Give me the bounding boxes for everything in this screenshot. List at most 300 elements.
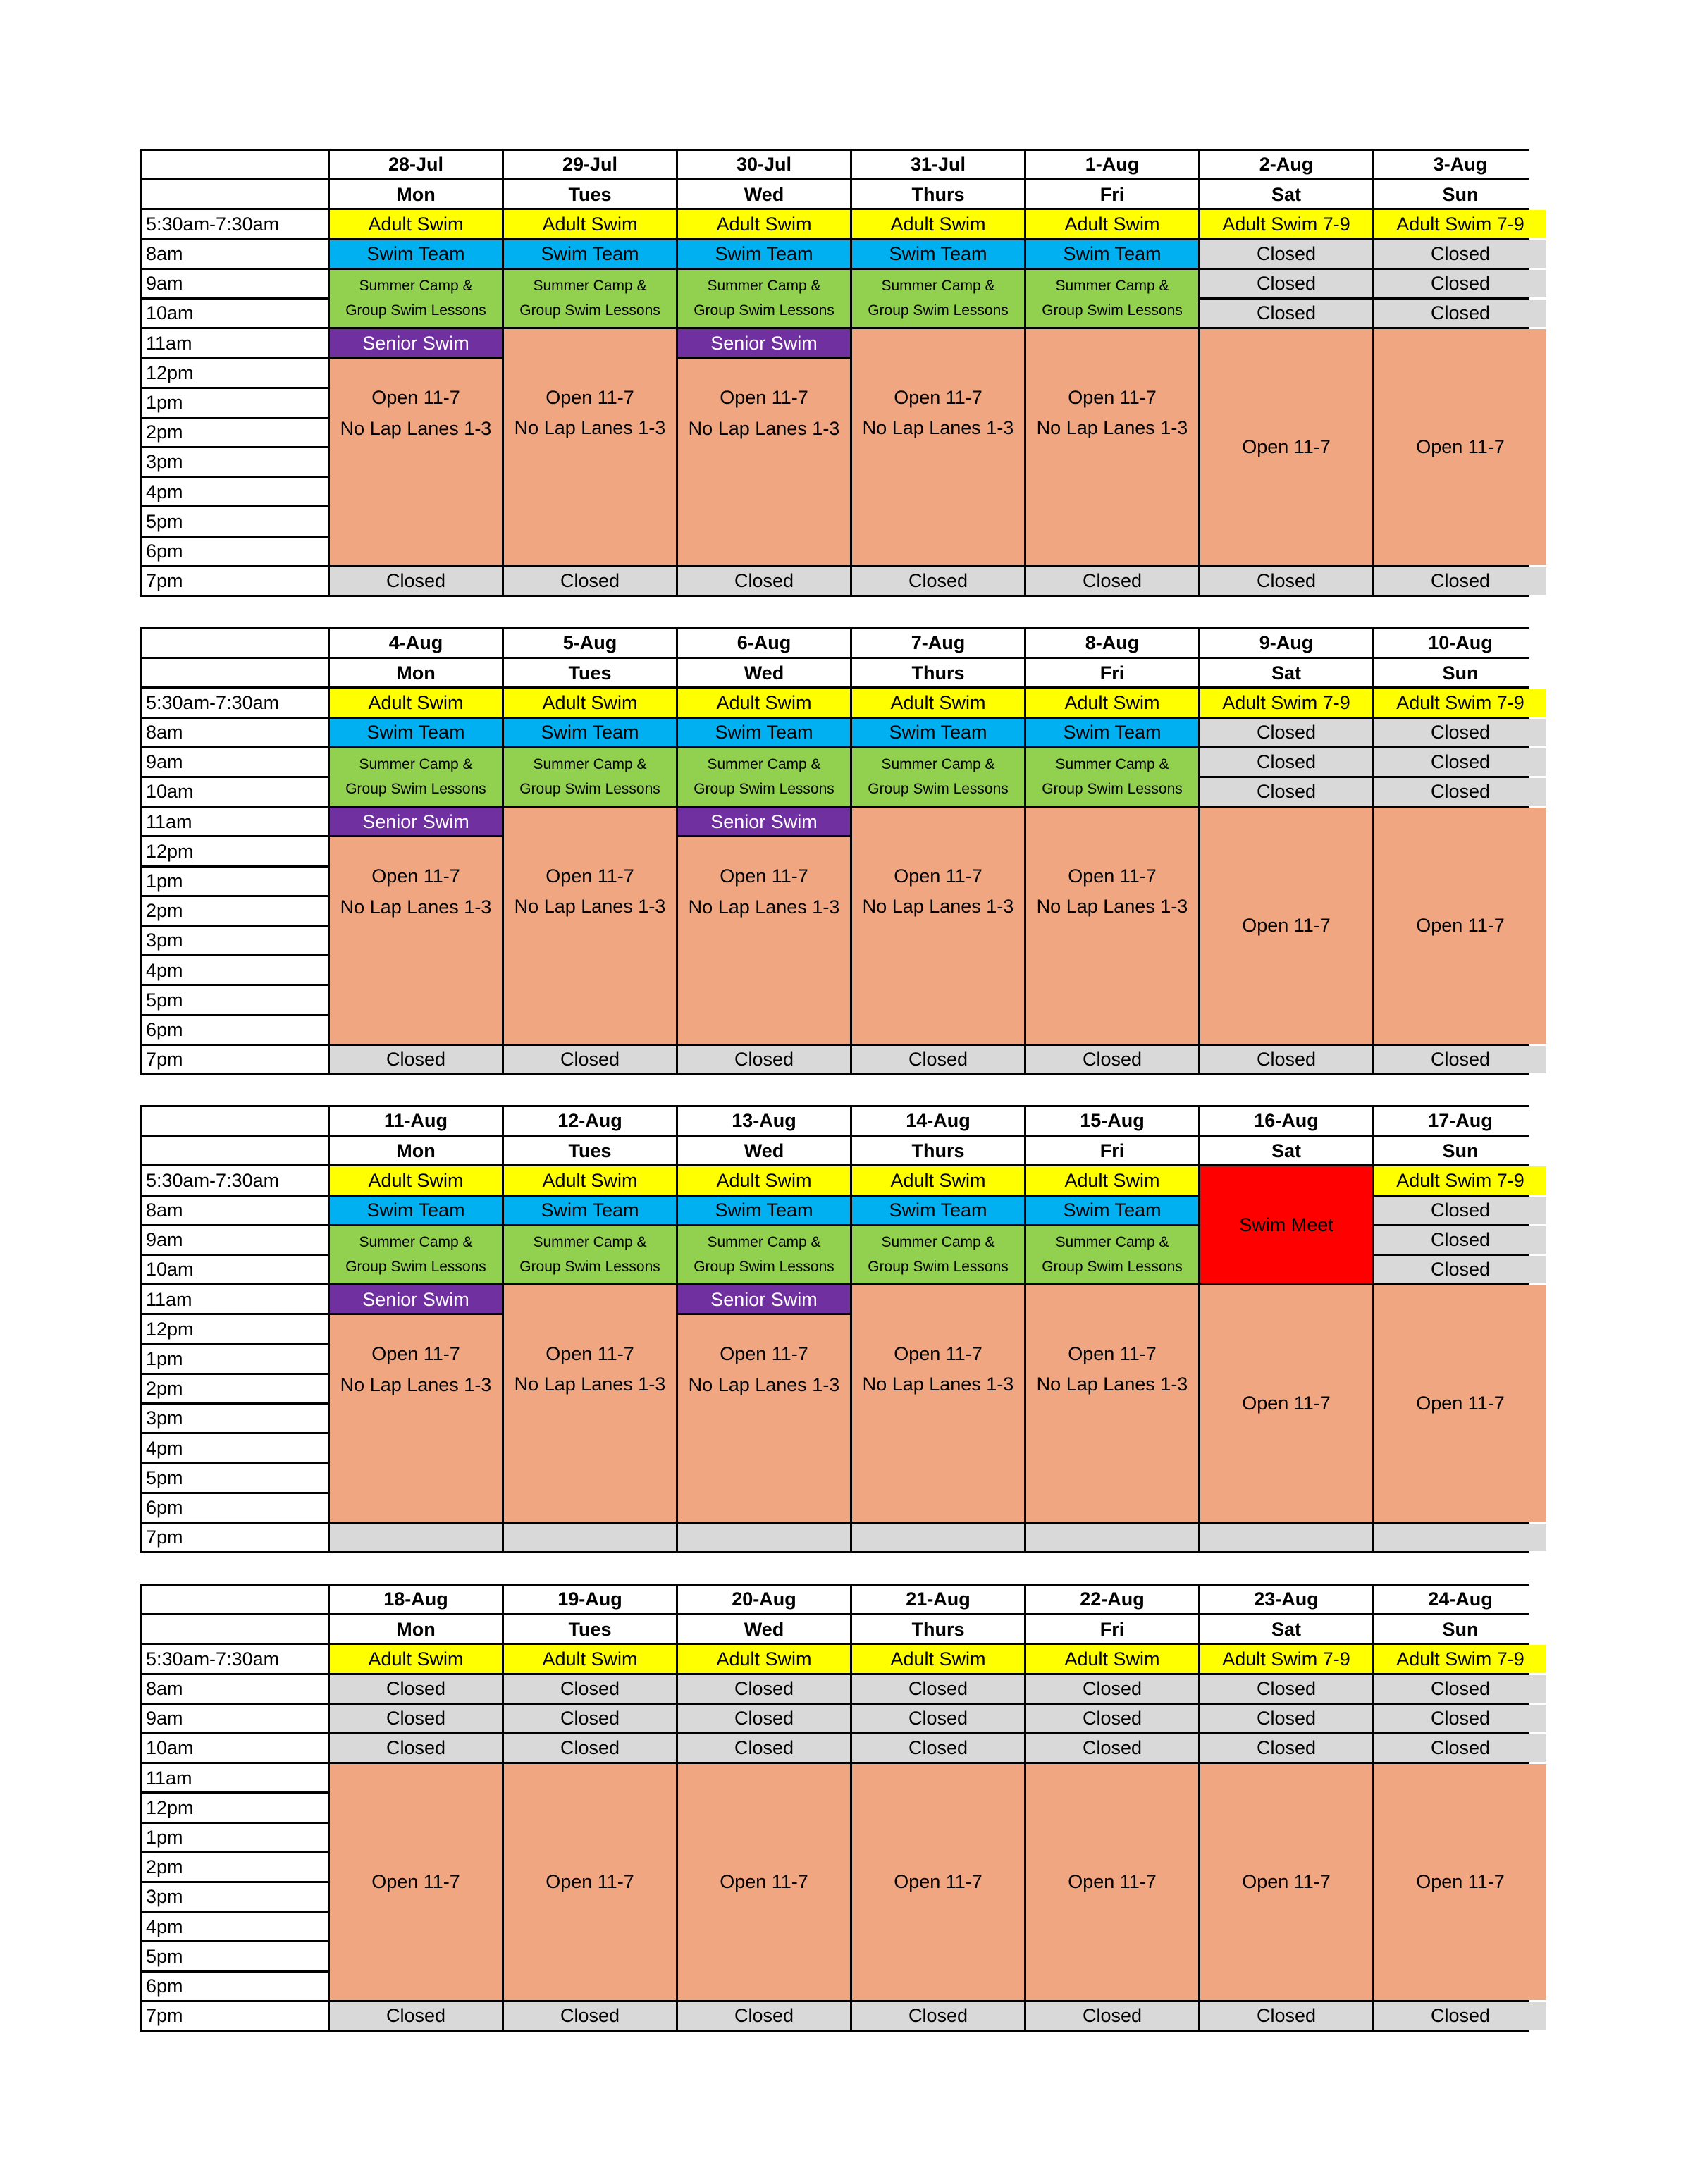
time-label-text: 8am	[146, 722, 183, 743]
date-header	[1026, 1586, 1198, 1613]
adult-swim-cell	[504, 1645, 676, 1672]
date-header-text: 3-Aug	[1433, 154, 1488, 175]
time-label-text: 4pm	[146, 1915, 183, 1937]
adult-swim-cell-text: Adult Swim	[1064, 213, 1160, 235]
time-label-text: 10am	[146, 1259, 194, 1281]
adult-swim-cell	[504, 1166, 676, 1194]
open-block-text: Open 11-7	[894, 865, 982, 887]
senior-swim-cell-text: Senior Swim	[710, 810, 818, 832]
time-label	[142, 1824, 328, 1851]
closed-cell-text: Closed	[1082, 1737, 1142, 1759]
adult-swim-cell-text: Adult Swim	[890, 691, 986, 713]
time-label	[142, 1942, 328, 1970]
closed-cell	[1026, 2002, 1198, 2030]
summer-camp-cell-text: Group Swim Lessons	[868, 781, 1009, 798]
adult-swim-cell	[852, 1166, 1024, 1194]
senior-swim-cell	[678, 1285, 850, 1313]
summer-camp-cell	[678, 1226, 850, 1283]
day-header-text: Mon	[396, 662, 436, 684]
open-block-text: No Lap Lanes 1-3	[688, 896, 840, 918]
senior-swim-cell	[330, 329, 502, 357]
closed-cell-text: Closed	[908, 2005, 968, 2027]
swim-team-cell-text: Swim Team	[715, 243, 813, 264]
swim-team-cell-text: Swim Team	[366, 1199, 465, 1221]
closed-cell	[330, 1046, 502, 1073]
closed-cell	[1374, 1705, 1546, 1732]
date-header-text: 29-Jul	[562, 154, 618, 175]
date-header-text: 14-Aug	[906, 1110, 971, 1132]
day-header	[504, 1615, 676, 1643]
swim-team-cell-text: Swim Team	[541, 243, 639, 264]
open-block	[1374, 808, 1546, 1044]
week-table	[140, 149, 1529, 597]
date-header	[1026, 151, 1198, 178]
open-block	[1374, 329, 1546, 565]
open-block	[504, 808, 676, 1044]
adult-swim-cell	[852, 1645, 1024, 1672]
closed-cell-text: Closed	[908, 1708, 968, 1729]
open-block-text: No Lap Lanes 1-3	[1036, 417, 1188, 439]
closed-cell	[852, 1675, 1024, 1703]
closed-cell	[504, 1675, 676, 1703]
closed-cell-text: Closed	[1256, 781, 1317, 803]
open-block	[330, 1764, 502, 2000]
corner-cell	[142, 1615, 328, 1643]
summer-camp-cell	[1026, 748, 1198, 806]
day-header	[678, 659, 850, 686]
date-header	[852, 1107, 1024, 1135]
closed-cell	[1374, 300, 1546, 327]
closed-cell	[1200, 1734, 1372, 1762]
summer-camp-cell	[852, 1226, 1024, 1283]
open-block-text: No Lap Lanes 1-3	[514, 417, 666, 439]
swim-team-cell	[852, 719, 1024, 746]
swim-team-cell	[330, 1197, 502, 1224]
summer-camp-cell-text: Summer Camp &	[359, 1233, 473, 1250]
closed-cell-text: Closed	[386, 1049, 446, 1071]
closed-cell	[330, 2002, 502, 2030]
time-label	[142, 837, 328, 865]
open-block-text: Open 11-7	[1068, 1870, 1157, 1892]
closed-cell	[852, 1046, 1024, 1073]
date-header	[330, 151, 502, 178]
time-label-text: 10am	[146, 1737, 194, 1759]
adult-swim-cell	[504, 210, 676, 237]
open-block	[1026, 808, 1198, 1044]
day-header	[1374, 180, 1546, 208]
closed-cell	[1200, 1675, 1372, 1703]
time-label-text: 7pm	[146, 1526, 183, 1548]
summer-camp-cell	[678, 748, 850, 806]
adult-swim-cell	[504, 689, 676, 716]
summer-camp-cell-text: Group Swim Lessons	[694, 781, 834, 798]
date-header	[852, 1586, 1024, 1613]
open-block-text: No Lap Lanes 1-3	[514, 1374, 666, 1395]
open-block-text: Open 11-7	[1242, 1870, 1331, 1892]
swim-team-cell	[504, 1197, 676, 1224]
closed-cell-text: Closed	[734, 1678, 794, 1699]
closed-cell	[1374, 1675, 1546, 1703]
date-header	[1374, 1586, 1546, 1613]
time-label-text: 3pm	[146, 451, 183, 473]
day-header	[1200, 180, 1372, 208]
summer-camp-cell-text: Summer Camp &	[533, 277, 647, 294]
week-table	[140, 1584, 1529, 2032]
summer-camp-cell-text: Summer Camp &	[359, 277, 473, 294]
open-block-text: Open 11-7	[546, 1870, 634, 1892]
time-label	[142, 1645, 328, 1672]
day-header	[504, 659, 676, 686]
summer-camp-cell-text: Summer Camp &	[881, 755, 995, 772]
adult-swim-cell-text: Adult Swim	[716, 213, 812, 235]
day-header-text: Fri	[1099, 662, 1125, 684]
time-label-text: 9am	[146, 1708, 183, 1729]
time-label	[142, 567, 328, 595]
closed-cell-text: Closed	[386, 1708, 446, 1729]
adult-swim-cell	[1200, 1645, 1372, 1672]
time-label-text: 4pm	[146, 481, 183, 502]
adult-swim-cell	[1374, 689, 1546, 716]
open-block-text: Open 11-7	[546, 387, 634, 409]
day-header-text: Wed	[744, 662, 784, 684]
open-block	[852, 329, 1024, 565]
date-header-text: 30-Jul	[736, 154, 792, 175]
summer-camp-cell-text: Summer Camp &	[707, 277, 821, 294]
closed-cell-text: Closed	[1082, 1049, 1142, 1071]
time-label	[142, 689, 328, 716]
date-header-text: 15-Aug	[1080, 1110, 1145, 1132]
adult-swim-cell-text: Adult Swim	[542, 213, 638, 235]
time-label	[142, 1226, 328, 1254]
swim-team-cell-text: Swim Team	[366, 243, 465, 264]
time-label	[142, 719, 328, 746]
summer-camp-cell-text: Summer Camp &	[359, 755, 473, 772]
adult-swim-cell	[678, 1645, 850, 1672]
closed-cell	[678, 1675, 850, 1703]
closed-cell-text: Closed	[1256, 273, 1317, 295]
time-label	[142, 1853, 328, 1881]
time-label	[142, 1345, 328, 1373]
time-label	[142, 897, 328, 925]
day-header	[852, 659, 1024, 686]
empty-cell	[1374, 1524, 1546, 1551]
summer-camp-cell-text: Group Swim Lessons	[1042, 781, 1183, 798]
time-label	[142, 329, 328, 357]
summer-camp-cell-text: Group Swim Lessons	[694, 1259, 834, 1276]
closed-cell-text: Closed	[1256, 1678, 1317, 1699]
swim-team-cell-text: Swim Team	[889, 243, 987, 264]
day-header-text: Fri	[1099, 1618, 1125, 1640]
time-label	[142, 1524, 328, 1551]
date-header	[678, 1586, 850, 1613]
time-label	[142, 1764, 328, 1791]
closed-cell	[1200, 2002, 1372, 2030]
closed-cell	[504, 2002, 676, 2030]
summer-camp-cell-text: Summer Camp &	[1055, 277, 1169, 294]
open-block	[1200, 808, 1372, 1044]
day-header-text: Mon	[396, 183, 436, 205]
senior-swim-cell	[330, 808, 502, 835]
adult-swim-cell-text: Adult Swim	[716, 1648, 812, 1670]
week-table	[140, 1105, 1529, 1553]
time-label	[142, 210, 328, 237]
closed-cell	[1374, 2002, 1546, 2030]
open-block-text: No Lap Lanes 1-3	[862, 1374, 1014, 1395]
date-header-text: 2-Aug	[1259, 154, 1314, 175]
time-label	[142, 270, 328, 297]
empty-cell	[504, 1524, 676, 1551]
day-header-text: Thurs	[911, 1140, 965, 1161]
adult-swim-cell	[1026, 210, 1198, 237]
date-header-text: 16-Aug	[1254, 1110, 1319, 1132]
closed-cell-text: Closed	[1430, 273, 1491, 295]
date-header	[504, 1107, 676, 1135]
corner-cell	[142, 180, 328, 208]
day-header-text: Sat	[1271, 662, 1302, 684]
open-block-text: Open 11-7	[720, 865, 808, 887]
day-header	[330, 1137, 502, 1164]
closed-cell-text: Closed	[560, 1708, 620, 1729]
swim-team-cell-text: Swim Team	[715, 1199, 813, 1221]
open-block	[852, 808, 1024, 1044]
time-label-text: 6pm	[146, 1975, 183, 1997]
time-label-text: 2pm	[146, 900, 183, 922]
swim-team-cell	[330, 719, 502, 746]
summer-camp-cell-text: Summer Camp &	[881, 1233, 995, 1250]
adult-swim-cell-text: Adult Swim	[1064, 691, 1160, 713]
adult-swim-cell	[1026, 689, 1198, 716]
swim-team-cell	[678, 240, 850, 268]
time-label-text: 8am	[146, 1199, 183, 1221]
closed-cell-text: Closed	[734, 1708, 794, 1729]
closed-cell-text: Closed	[1430, 1678, 1491, 1699]
open-block-text: Open 11-7	[1242, 914, 1331, 936]
swim-team-cell-text: Swim Team	[541, 722, 639, 743]
day-header	[1026, 180, 1198, 208]
empty-cell	[330, 1524, 502, 1551]
date-header	[330, 1107, 502, 1135]
summer-camp-cell	[504, 270, 676, 327]
senior-swim-cell-text: Senior Swim	[710, 332, 818, 354]
summer-camp-cell	[1026, 1226, 1198, 1283]
time-label	[142, 1046, 328, 1073]
adult-swim-cell-text: Adult Swim	[542, 691, 638, 713]
open-block-text: Open 11-7	[1416, 1392, 1505, 1414]
time-label-text: 5pm	[146, 1467, 183, 1488]
closed-cell-text: Closed	[560, 1678, 620, 1699]
day-header	[852, 1615, 1024, 1643]
closed-cell	[1200, 778, 1372, 806]
date-header-text: 5-Aug	[562, 632, 617, 654]
time-label	[142, 538, 328, 565]
open-block	[1026, 1764, 1198, 2000]
date-header	[330, 1586, 502, 1613]
closed-cell	[1026, 1675, 1198, 1703]
closed-cell-text: Closed	[734, 570, 794, 592]
open-block-text: Open 11-7	[720, 1870, 808, 1892]
closed-cell	[1200, 719, 1372, 746]
time-label-text: 5:30am-7:30am	[146, 213, 280, 235]
time-label	[142, 300, 328, 327]
open-block-text: No Lap Lanes 1-3	[340, 896, 492, 918]
adult-swim-cell-text: Adult Swim	[1064, 1648, 1160, 1670]
closed-cell	[1200, 300, 1372, 327]
day-header-text: Wed	[744, 1140, 784, 1161]
time-label	[142, 1913, 328, 1940]
closed-cell	[1026, 1734, 1198, 1762]
time-label	[142, 1675, 328, 1703]
open-block	[330, 359, 502, 564]
time-label-text: 2pm	[146, 1856, 183, 1878]
day-header	[852, 180, 1024, 208]
open-block-text: Open 11-7	[371, 1870, 460, 1892]
swim-team-cell-text: Swim Team	[715, 722, 813, 743]
closed-cell-text: Closed	[1256, 751, 1317, 773]
time-label-text: 1pm	[146, 392, 183, 413]
summer-camp-cell	[504, 748, 676, 806]
date-header	[504, 151, 676, 178]
date-header-text: 23-Aug	[1254, 1588, 1319, 1610]
day-header-text: Tues	[568, 1140, 612, 1161]
closed-cell-text: Closed	[908, 1049, 968, 1071]
closed-cell	[1200, 1705, 1372, 1732]
open-block-text: No Lap Lanes 1-3	[1036, 896, 1188, 918]
senior-swim-cell	[678, 329, 850, 357]
day-header-text: Tues	[568, 1618, 612, 1640]
closed-cell-text: Closed	[734, 1737, 794, 1759]
time-label	[142, 419, 328, 446]
time-label-text: 9am	[146, 1229, 183, 1251]
day-header	[1200, 1615, 1372, 1643]
date-header	[1374, 151, 1546, 178]
closed-cell-text: Closed	[1430, 1259, 1491, 1281]
open-block-text: Open 11-7	[720, 1343, 808, 1365]
date-header-text: 1-Aug	[1085, 154, 1140, 175]
closed-cell-text: Closed	[1256, 722, 1317, 743]
closed-cell	[1200, 1046, 1372, 1073]
closed-cell	[504, 1734, 676, 1762]
open-block	[852, 1285, 1024, 1522]
adult-swim-cell	[678, 210, 850, 237]
swim-meet-block-text: Swim Meet	[1239, 1214, 1333, 1236]
date-header	[1200, 1107, 1372, 1135]
closed-cell	[852, 567, 1024, 595]
day-header	[330, 1615, 502, 1643]
closed-cell-text: Closed	[386, 570, 446, 592]
open-block	[852, 1764, 1024, 2000]
open-block-text: Open 11-7	[894, 1343, 982, 1365]
time-label-text: 11am	[146, 1288, 192, 1310]
adult-swim-cell-text: Adult Swim	[368, 1648, 464, 1670]
open-block-text: No Lap Lanes 1-3	[340, 1374, 492, 1395]
adult-swim-cell-text: Adult Swim	[542, 1648, 638, 1670]
date-header	[504, 629, 676, 657]
open-block-text: Open 11-7	[1068, 865, 1157, 887]
time-label-text: 12pm	[146, 840, 194, 862]
closed-cell	[852, 2002, 1024, 2030]
senior-swim-cell-text: Senior Swim	[362, 332, 469, 354]
day-header-text: Fri	[1099, 1140, 1125, 1161]
time-label	[142, 1434, 328, 1462]
adult-swim-cell-text: Adult Swim	[542, 1169, 638, 1191]
summer-camp-cell-text: Group Swim Lessons	[345, 781, 486, 798]
closed-cell-text: Closed	[1256, 2005, 1317, 2027]
closed-cell-text: Closed	[908, 570, 968, 592]
date-header-text: 11-Aug	[383, 1110, 448, 1132]
time-label-text: 5:30am-7:30am	[146, 691, 280, 713]
date-header	[1026, 1107, 1198, 1135]
day-header-text: Mon	[396, 1140, 436, 1161]
adult-swim-cell-text: Adult Swim	[1064, 1169, 1160, 1191]
adult-swim-cell-text: Adult Swim	[716, 1169, 812, 1191]
closed-cell-text: Closed	[560, 1049, 620, 1071]
summer-camp-cell	[678, 270, 850, 327]
time-label-text: 5:30am-7:30am	[146, 1648, 280, 1670]
closed-cell	[1374, 748, 1546, 776]
adult-swim-cell	[1026, 1166, 1198, 1194]
closed-cell-text: Closed	[734, 1049, 794, 1071]
date-header	[330, 629, 502, 657]
open-block-text: Open 11-7	[546, 1343, 634, 1365]
date-header-text: 8-Aug	[1085, 632, 1140, 654]
adult-swim-cell	[1374, 1645, 1546, 1672]
time-label-text: 1pm	[146, 870, 183, 892]
open-block	[678, 1764, 850, 2000]
swim-team-cell-text: Swim Team	[889, 722, 987, 743]
summer-camp-cell	[852, 270, 1024, 327]
closed-cell-text: Closed	[1430, 1229, 1491, 1251]
adult-swim-cell-text: Adult Swim	[716, 691, 812, 713]
empty-cell	[1026, 1524, 1198, 1551]
swim-team-cell	[1026, 719, 1198, 746]
open-block-text: No Lap Lanes 1-3	[688, 1374, 840, 1395]
corner-cell	[142, 1107, 328, 1135]
adult-swim-cell	[1026, 1645, 1198, 1672]
empty-cell	[678, 1524, 850, 1551]
closed-cell	[678, 567, 850, 595]
closed-cell	[330, 567, 502, 595]
closed-cell-text: Closed	[1430, 722, 1491, 743]
corner-cell	[142, 659, 328, 686]
time-label-text: 11am	[146, 810, 192, 832]
time-label	[142, 1375, 328, 1402]
summer-camp-cell-text: Group Swim Lessons	[1042, 302, 1183, 319]
closed-cell-text: Closed	[1256, 302, 1317, 324]
date-header	[678, 629, 850, 657]
date-header	[1200, 1586, 1372, 1613]
day-header-text: Tues	[568, 183, 612, 205]
open-block-text: Open 11-7	[1068, 387, 1157, 409]
summer-camp-cell-text: Summer Camp &	[707, 755, 821, 772]
closed-cell-text: Closed	[560, 570, 620, 592]
open-block-text: Open 11-7	[1068, 1343, 1157, 1365]
adult-swim-cell	[330, 1166, 502, 1194]
time-label-text: 12pm	[146, 1318, 194, 1340]
swim-team-cell-text: Swim Team	[1063, 243, 1162, 264]
closed-cell	[852, 1734, 1024, 1762]
time-label	[142, 1405, 328, 1432]
day-header	[1374, 1137, 1546, 1164]
time-label	[142, 927, 328, 954]
time-label	[142, 1883, 328, 1911]
summer-camp-cell-text: Summer Camp &	[881, 277, 995, 294]
senior-swim-cell-text: Senior Swim	[710, 1288, 818, 1310]
closed-cell	[1374, 1256, 1546, 1283]
day-header	[330, 180, 502, 208]
time-label	[142, 478, 328, 505]
open-block	[1026, 329, 1198, 565]
time-label	[142, 1016, 328, 1044]
